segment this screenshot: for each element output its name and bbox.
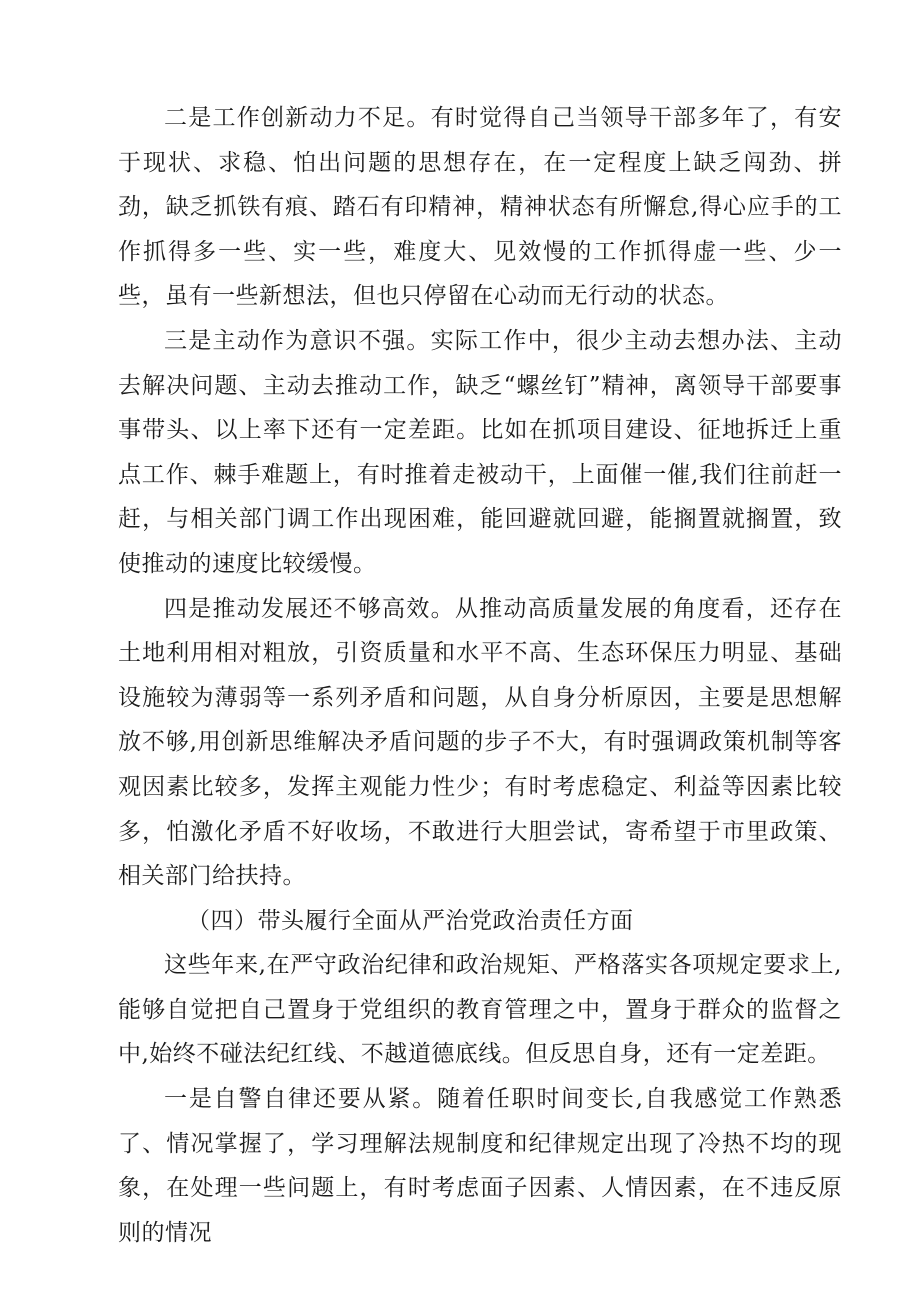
paragraph-discipline: 这些年来,在严守政治纪律和政治规矩、严格落实各项规定要求上,能够自觉把自己置身于党组织的教育管理之中，置身于群众的监督之中,始终不碰法纪红线、不越道德底线。但反思自身，还有一定差距。: [118, 952, 842, 1068]
section-heading: （四）带头履行全面从严治党政治责任方面: [187, 907, 634, 934]
paragraph-innovation: 二是工作创新动力不足。有时觉得自己当领导干部多年了，有安于现状、求稳、怕出问题的思想存在，在一定程度上缺乏闯劲、拼劲，缺乏抓铁有痕、踏石有印精神，精神状态有所懈怠,得心应手的工作抓得多一些、实一些，难度大、见效慢的工作抓得虚一些、少一些，虽有一些新想法，但也只停留在心动而无行动的状态。: [118, 105, 842, 310]
document-page: [118, 96, 842, 1255]
paragraph-initiative: 三是主动作为意识不强。实际工作中，很少主动去想办法、主动去解决问题、主动去推动工作，缺乏“螺丝钉”精神，离领导干部要事事带头、以上率下还有一定差距。比如在抓项目建设、征地拆迁上重点工作、棘手难题上，有时推着走被动干，上面催一催,我们往前赶一赶，与相关部门调工作出现困难，能回避就回避，能搁置就搁置，致使推动的速度比较缓慢。: [118, 327, 842, 577]
paragraph-development: 四是推动发展还不够高效。从推动高质量发展的角度看，还存在土地利用相对粗放，引资质量和水平不高、生态环保压力明显、基础设施较为薄弱等一系列矛盾和问题，从自身分析原因，主要是思想解放不够,用创新思维解决矛盾问题的步子不大，有时强调政策机制等客观因素比较多，发挥主观能力性少；有时考虑稳定、利益等因素比较多，怕激化矛盾不好收场，不敢进行大胆尝试，寄希望于市里政策、相关部门给扶持。: [118, 595, 842, 890]
paragraph-self-discipline: 一是自警自律还要从紧。随着任职时间变长,自我感觉工作熟悉了、情况掌握了，学习理解法规制度和纪律规定出现了冷热不均的现象，在处理一些问题上，有时考虑面子因素、人情因素，在不违反原则的情况: [118, 1086, 842, 1246]
